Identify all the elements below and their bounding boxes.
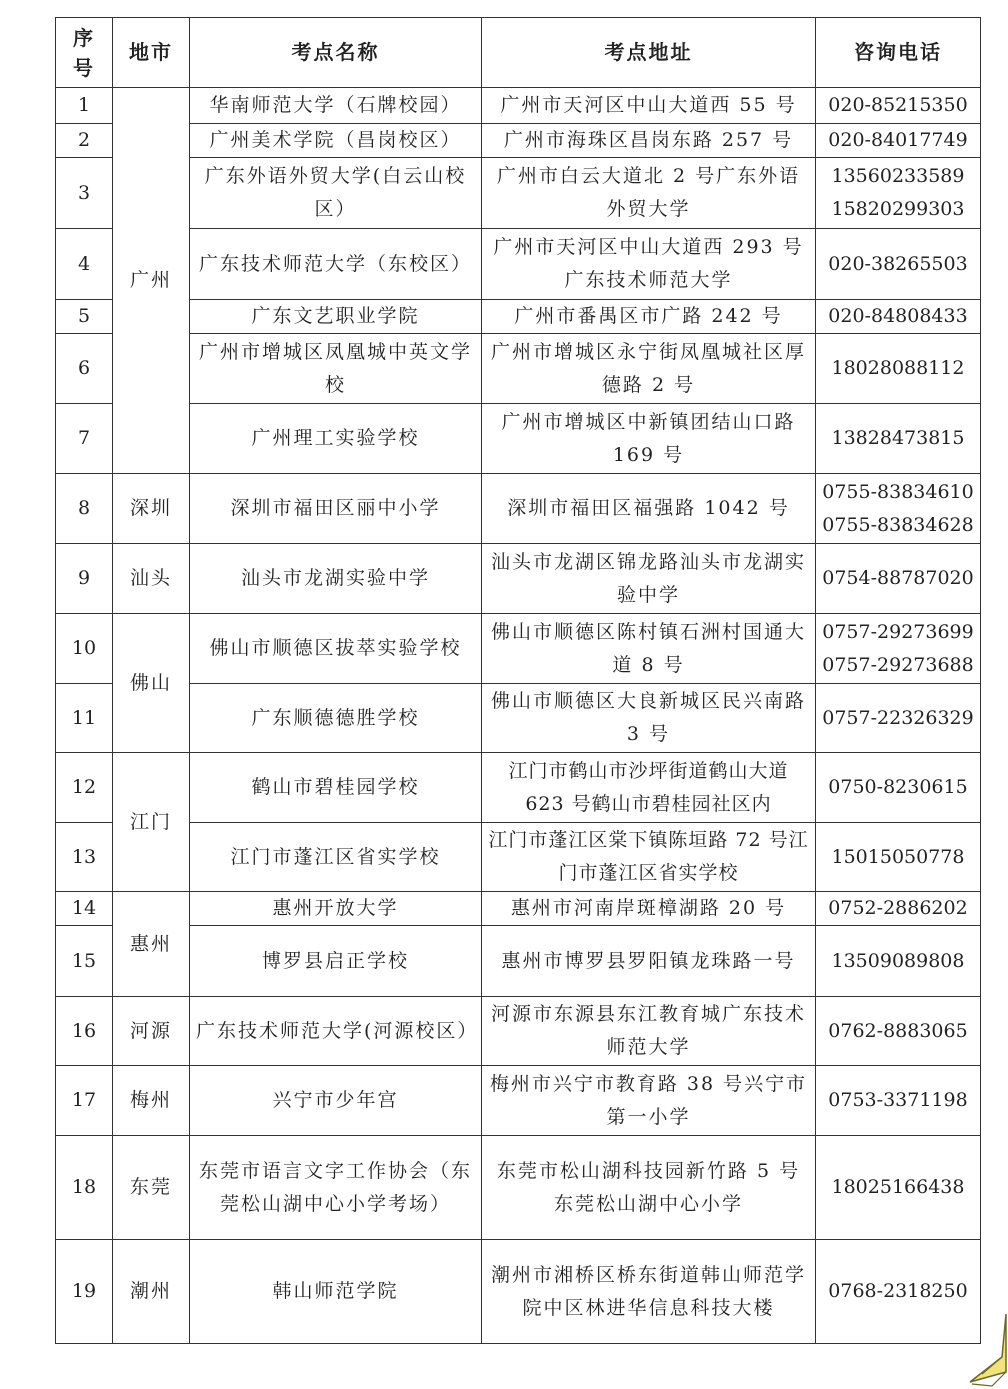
cell-venue-name: 惠州开放大学 (190, 892, 482, 926)
cell-city: 广州 (113, 88, 190, 474)
table-row (56, 334, 981, 404)
cell-venue-address: 东莞市松山湖科技园新竹路 5 号东莞松山湖中心小学 (482, 1136, 816, 1240)
cell-phone: 18028088112 (816, 334, 981, 404)
cell-phone: 18025166438 (816, 1136, 981, 1240)
cell-city: 梅州 (113, 1066, 190, 1136)
cell-serial: 5 (56, 300, 113, 334)
cell-venue-name: 广东外语外贸大学(白云山校区） (190, 158, 482, 229)
table-row (56, 1066, 981, 1136)
cell-city: 惠州 (113, 892, 190, 997)
cell-venue-address: 广州市天河区中山大道西 293 号广东技术师范大学 (482, 229, 816, 300)
table-row (56, 300, 981, 334)
cell-city: 东莞 (113, 1136, 190, 1240)
cell-venue-name: 东莞市语言文字工作协会（东莞松山湖中心小学考场） (190, 1136, 482, 1240)
cell-venue-name: 汕头市龙湖实验中学 (190, 544, 482, 614)
cell-venue-address: 江门市蓬江区棠下镇陈垣路 72 号江门市蓬江区省实学校 (482, 823, 816, 892)
table-row (56, 892, 981, 926)
cell-phone: 0757-22326329 (816, 684, 981, 753)
cell-venue-name: 韩山师范学院 (190, 1240, 482, 1344)
cell-venue-name: 广东技术师范大学（东校区） (190, 229, 482, 300)
cell-phone: 0752-2886202 (816, 892, 981, 926)
cell-venue-address: 江门市鹤山市沙坪街道鹤山大道 623 号鹤山市碧桂园社区内 (482, 753, 816, 823)
cell-city: 江门 (113, 753, 190, 892)
cell-serial: 18 (56, 1136, 113, 1240)
cell-venue-address: 惠州市河南岸斑樟湖路 20 号 (482, 892, 816, 926)
cell-venue-name: 华南师范大学（石牌校园） (190, 88, 482, 124)
phone-line: 13560233589 (831, 165, 965, 187)
cell-venue-address: 广州市增城区中新镇团结山口路 169 号 (482, 404, 816, 474)
table-row (56, 88, 981, 124)
table-row (56, 1240, 981, 1344)
cell-venue-address: 潮州市湘桥区桥东街道韩山师范学院中区林进华信息科技大楼 (482, 1240, 816, 1344)
cell-serial: 6 (56, 334, 113, 404)
cell-venue-name: 广州美术学院（昌岗校区） (190, 124, 482, 158)
cell-venue-name: 深圳市福田区丽中小学 (190, 474, 482, 544)
cell-phone: 15015050778 (816, 823, 981, 892)
cell-city: 潮州 (113, 1240, 190, 1344)
cell-phone: 020-85215350 (816, 88, 981, 124)
table-row (56, 614, 981, 684)
cell-venue-address: 广州市番禺区市广路 242 号 (482, 300, 816, 334)
cell-phone: 020-84017749 (816, 124, 981, 158)
cell-serial: 9 (56, 544, 113, 614)
table-row (56, 823, 981, 892)
cell-phone: 13509089808 (816, 926, 981, 997)
cell-venue-address: 梅州市兴宁市教育路 38 号兴宁市第一小学 (482, 1066, 816, 1136)
cell-phone: 0753-3371198 (816, 1066, 981, 1136)
cell-phone (816, 614, 981, 684)
table-row (56, 158, 981, 229)
cell-phone (816, 474, 981, 544)
cell-venue-name: 广东技术师范大学(河源校区） (190, 997, 482, 1066)
cell-serial: 15 (56, 926, 113, 997)
cell-phone (816, 158, 981, 229)
cell-venue-name: 博罗县启正学校 (190, 926, 482, 997)
cell-venue-address: 惠州市博罗县罗阳镇龙珠路一号 (482, 926, 816, 997)
table-row (56, 124, 981, 158)
cell-venue-address: 汕头市龙湖区锦龙路汕头市龙湖实验中学 (482, 544, 816, 614)
cell-venue-address: 佛山市顺德区大良新城区民兴南路 3 号 (482, 684, 816, 753)
cell-city: 深圳 (113, 474, 190, 544)
cell-venue-name: 江门市蓬江区省实学校 (190, 823, 482, 892)
header-city: 地市 (113, 18, 190, 88)
cell-venue-name: 广东文艺职业学院 (190, 300, 482, 334)
cell-serial: 8 (56, 474, 113, 544)
header-serial: 序号 (56, 18, 113, 88)
cell-phone: 13828473815 (816, 404, 981, 474)
table-row (56, 926, 981, 997)
cell-venue-name: 兴宁市少年宫 (190, 1066, 482, 1136)
cell-phone: 0762-8883065 (816, 997, 981, 1066)
phone-line: 0757-29273688 (822, 653, 974, 676)
cell-serial: 4 (56, 229, 113, 300)
cell-serial: 16 (56, 997, 113, 1066)
header-venue-address: 考点地址 (482, 18, 816, 88)
header-venue-name: 考点名称 (190, 18, 482, 88)
table-row (56, 684, 981, 753)
cell-serial: 19 (56, 1240, 113, 1344)
cell-phone: 0768-2318250 (816, 1240, 981, 1344)
cell-venue-address: 广州市白云大道北 2 号广东外语外贸大学 (482, 158, 816, 229)
cell-phone: 0750-8230615 (816, 753, 981, 823)
cell-serial: 17 (56, 1066, 113, 1136)
table-row (56, 544, 981, 614)
cell-venue-name: 广州理工实验学校 (190, 404, 482, 474)
decorative-corner-icon (962, 1312, 1008, 1389)
table-row (56, 997, 981, 1066)
cell-serial: 2 (56, 124, 113, 158)
cell-venue-address: 河源市东源县东江教育城广东技术师范大学 (482, 997, 816, 1066)
cell-venue-name: 广州市增城区凤凰城中英文学校 (190, 334, 482, 404)
cell-serial: 3 (56, 158, 113, 229)
cell-venue-name: 佛山市顺德区拔萃实验学校 (190, 614, 482, 684)
cell-phone: 020-38265503 (816, 229, 981, 300)
table-row (56, 229, 981, 300)
cell-venue-address: 广州市海珠区昌岗东路 257 号 (482, 124, 816, 158)
table-row (56, 753, 981, 823)
cell-serial: 10 (56, 614, 113, 684)
table-header-row (56, 18, 981, 88)
phone-line: 0755-83834610 (822, 480, 974, 503)
exam-venue-table (55, 17, 981, 1344)
cell-phone: 020-84808433 (816, 300, 981, 334)
cell-serial: 7 (56, 404, 113, 474)
phone-line: 0755-83834628 (822, 513, 974, 536)
table-row (56, 474, 981, 544)
cell-serial: 12 (56, 753, 113, 823)
cell-phone: 0754-88787020 (816, 544, 981, 614)
cell-serial: 11 (56, 684, 113, 753)
cell-venue-address: 深圳市福田区福强路 1042 号 (482, 474, 816, 544)
cell-venue-name: 鹤山市碧桂园学校 (190, 753, 482, 823)
table-row (56, 1136, 981, 1240)
cell-serial: 13 (56, 823, 113, 892)
cell-city: 河源 (113, 997, 190, 1066)
cell-city: 佛山 (113, 614, 190, 753)
header-phone: 咨询电话 (816, 18, 981, 88)
table-row (56, 404, 981, 474)
cell-venue-address: 广州市天河区中山大道西 55 号 (482, 88, 816, 124)
cell-serial: 14 (56, 892, 113, 926)
phone-line: 0757-29273699 (822, 620, 974, 643)
cell-serial: 1 (56, 88, 113, 124)
cell-city: 汕头 (113, 544, 190, 614)
cell-venue-address: 广州市增城区永宁街凤凰城社区厚德路 2 号 (482, 334, 816, 404)
cell-venue-address: 佛山市顺德区陈村镇石洲村国通大道 8 号 (482, 614, 816, 684)
phone-line: 15820299303 (831, 198, 965, 220)
cell-venue-name: 广东顺德德胜学校 (190, 684, 482, 753)
